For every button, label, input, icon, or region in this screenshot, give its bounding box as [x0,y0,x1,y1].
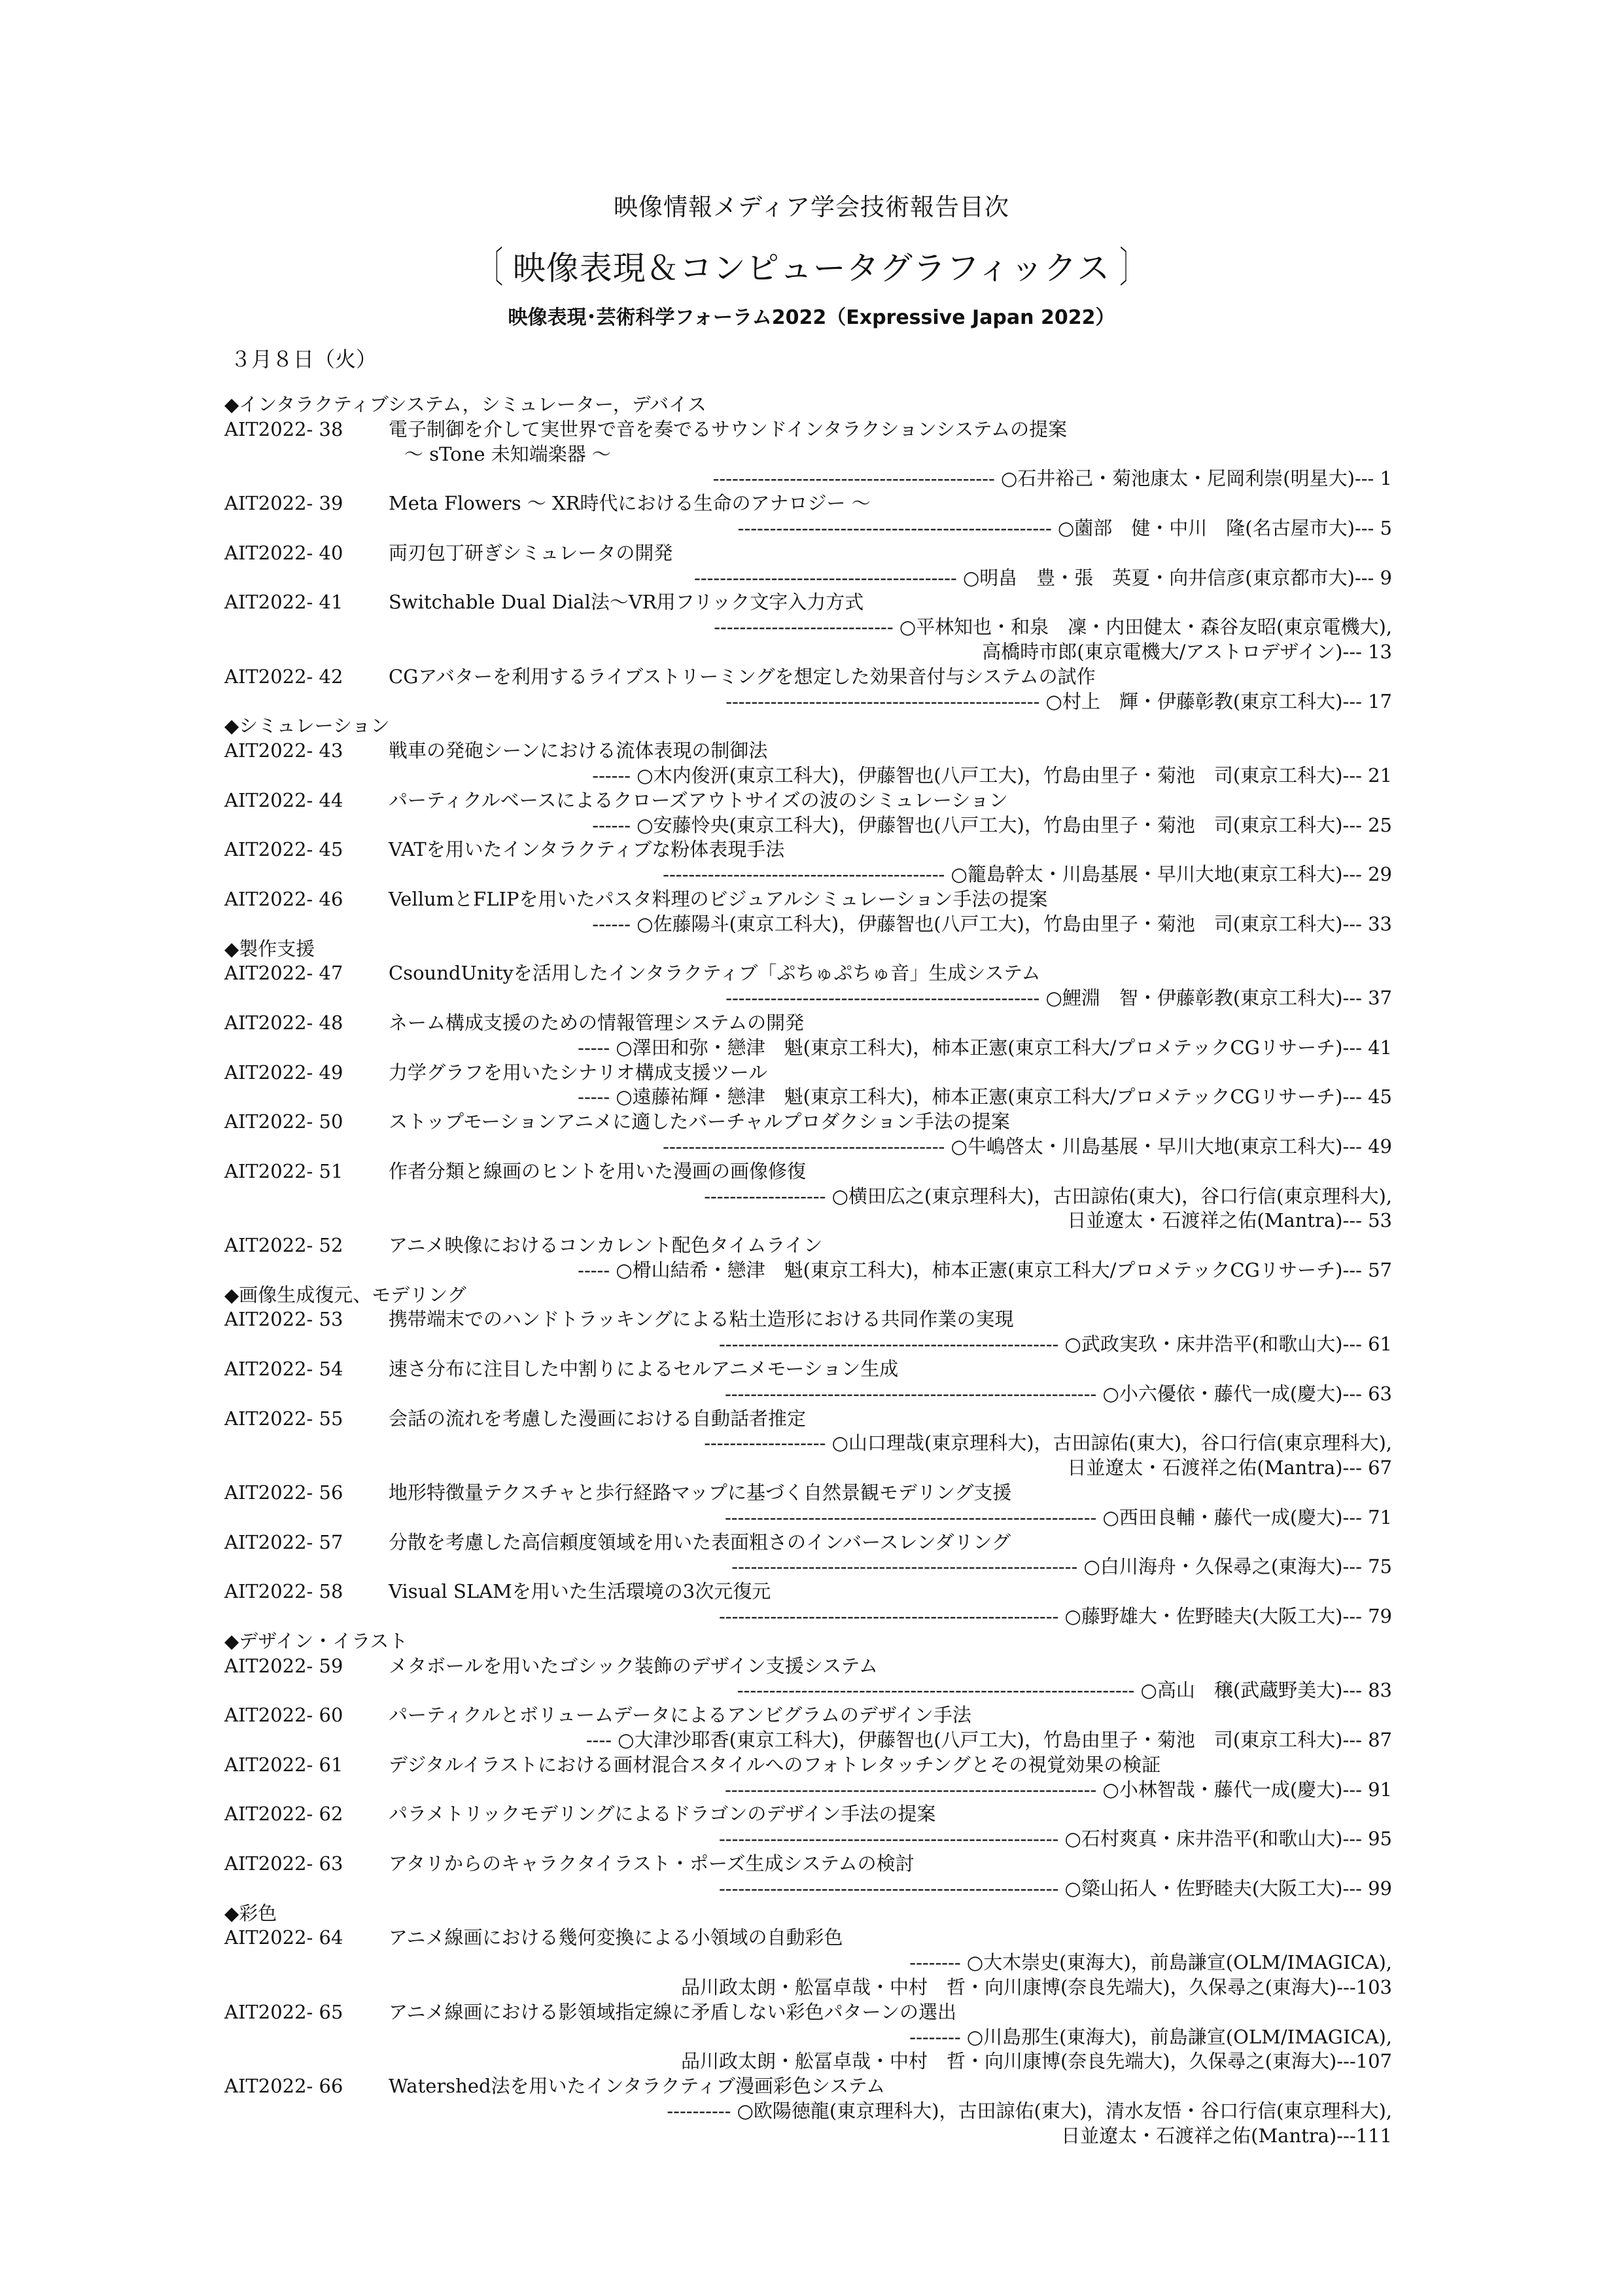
toc-entry [224,590,1392,664]
author-line [224,1184,1392,1209]
entry-title-line [224,491,1392,516]
paper-title: 両刃包丁研ぎシミュレータの開発 [389,541,673,564]
entry-title-line [224,1802,1392,1827]
toc-entry [224,2000,1392,2074]
author-line [224,1951,1392,1975]
section-heading: ◆シミュレーション [224,715,390,737]
toc-entry [224,665,1392,715]
author-line [224,1827,1392,1852]
toc-entry [224,1926,1392,2000]
author-line [224,1209,1392,1233]
authors-and-page: -------- ○川島那生(東海大)，前島謙宣(OLM/IMAGICA), [909,2025,1392,2048]
toc-entry [224,1307,1392,1357]
entry-title-line [224,1852,1392,1877]
entry-title-line [224,1233,1392,1258]
paper-title: 戦車の発砲シーンにおける流体表現の制御法 [389,739,768,762]
author-line [224,1332,1392,1357]
authors-and-page: ---------------------------------------------------------- ○西田良輔・藤代一成(慶大)--- 71 [725,1506,1392,1528]
authors-and-page: ----- ○遠藤祐輝・戀津 魁(東京工科大)，柿本正憲(東京工科大/プロメテックCGリサーチ)--- 45 [578,1086,1392,1108]
author-line [224,813,1392,838]
paper-title: Meta Flowers ～ XR時代における生命のアナロジー ～ [389,492,871,515]
open-bracket: 〔 [480,244,504,292]
entry-title-line [224,1580,1392,1604]
toc-entry [224,1580,1392,1629]
paper-title: 携帯端末でのハンドトラッキングによる粘土造形における共同作業の実現 [389,1308,1014,1331]
toc-entry [224,1110,1392,1159]
entry-title-line [224,1357,1392,1382]
report-code: AIT2022- 55 [224,1407,343,1430]
toc-entry [224,1703,1392,1753]
toc-entry [224,1530,1392,1580]
authors-and-page: 品川政太朗・舩冨卓哉・中村 哲・向川康博(奈良先端大)，久保尋之(東海大)---103 [680,1976,1392,1998]
paper-title: 力学グラフを用いたシナリオ構成支援ツール [389,1061,768,1084]
report-code: AIT2022- 54 [224,1358,343,1381]
entry-title-line [224,541,1392,566]
author-line [224,1506,1392,1530]
paper-title: デジタルイラストにおける画材混合スタイルへのフォトレタッチングとその視覚効果の検証 [389,1753,1161,1776]
entry-title-line [224,1407,1392,1432]
paper-title: Visual SLAMを用いた生活環境の3次元復元 [389,1580,771,1603]
toc-entry [224,1011,1392,1061]
paper-title: パーティクルとボリュームデータによるアンビグラムのデザイン手法 [389,1704,971,1727]
report-code: AIT2022- 38 [224,417,343,440]
paper-title: 地形特徴量テクスチャと歩行経路マップに基づく自然景観モデリング支援 [389,1481,1012,1504]
entry-title-line [224,2074,1392,2099]
report-code: AIT2022- 64 [224,1926,343,1949]
entry-subtitle-line [224,442,1392,467]
author-line [224,1036,1392,1061]
report-code: AIT2022- 59 [224,1654,343,1677]
entry-title-line [224,1753,1392,1778]
paper-title: アニメ線画における影領域指定線に矛盾しない彩色パターンの選出 [389,2000,956,2023]
report-code: AIT2022- 51 [224,1159,343,1182]
entry-title-line [224,1654,1392,1679]
report-code: AIT2022- 48 [224,1011,343,1034]
authors-and-page: ----------------------------------------------------- ○武政実玖・床井浩平(和歌山大)--- 61 [718,1333,1392,1356]
author-line [224,2124,1392,2149]
authors-and-page: -------------------------------------------- ○石井裕己・菊池康太・尼岡利崇(明星大)--- 1 [712,467,1392,490]
report-code: AIT2022- 47 [224,962,343,985]
authors-and-page: ------------------------------------------------- ○村上 輝・伊藤彰教(東京工科大)--- 17 [725,690,1392,713]
author-line [224,467,1392,491]
toc-entry [224,1654,1392,1704]
report-code: AIT2022- 62 [224,1803,343,1826]
author-line [224,912,1392,937]
authors-and-page: ---------------------------------------------------------- ○小林智哉・藤代一成(慶大)--- 91 [725,1778,1392,1801]
authors-and-page: ---------- ○欧陽徳龍(東京理科大)，古田諒佑(東大)，清水友悟・谷口行信(東京理科大), [667,2099,1392,2122]
report-code: AIT2022- 52 [224,1234,343,1257]
author-line [224,1258,1392,1283]
report-code: AIT2022- 41 [224,591,343,614]
entry-title-line [224,590,1392,615]
paper-title: 電子制御を介して実世界で音を奏でるサウンドインタラクションシステムの提案 [389,417,1068,440]
paper-subtitle: ～ sTone 未知端楽器 ～ [404,442,611,465]
report-code: AIT2022- 60 [224,1704,343,1727]
authors-and-page: ----------------------------------------------------- ○藤野雄大・佐野睦夫(大阪工大)--- 79 [718,1605,1392,1628]
paper-title: メタボールを用いたゴシック装飾のデザイン支援システム [389,1654,878,1677]
authors-and-page: ----------------------------------------------------- ○石村爽真・床井浩平(和歌山大)--- 95 [718,1828,1392,1850]
author-line [224,640,1392,665]
author-line [224,1456,1392,1481]
entry-title-line [224,665,1392,690]
report-code: AIT2022- 46 [224,887,343,910]
report-code: AIT2022- 56 [224,1481,343,1504]
entry-title-line [224,1061,1392,1086]
author-line [224,2099,1392,2124]
toc-entry [224,1407,1392,1481]
author-line [224,516,1392,541]
report-code: AIT2022- 50 [224,1110,343,1133]
paper-title: パーティクルベースによるクローズアウトサイズの波のシミュレーション [389,788,1008,811]
authors-and-page: -------------------------------------------- ○籠島幹太・川島基展・早川大地(東京工科大)--- 29 [663,863,1392,886]
author-line [224,615,1392,640]
toc-entry [224,788,1392,838]
toc-entry [224,961,1392,1011]
authors-and-page: ----------------------------------------- ○明畠 豊・張 英夏・向井信彦(東京都市大)--- 9 [694,566,1392,589]
entry-title-line [224,887,1392,912]
entry-title-line [224,739,1392,764]
author-line [224,986,1392,1011]
author-line [224,1555,1392,1580]
report-header: 映像情報メディア学会技術報告目次 [613,193,1010,221]
toc-entry [224,1802,1392,1852]
report-code: AIT2022- 61 [224,1753,343,1776]
authors-and-page: 日並遼太・石渡祥之佑(Mantra)--- 67 [1067,1457,1392,1479]
authors-and-page: 日並遼太・石渡祥之佑(Mantra)---111 [1061,2124,1392,2147]
paper-title: アタリからのキャラクタイラスト・ポーズ生成システムの検討 [389,1852,915,1875]
author-line [224,1678,1392,1703]
author-line [224,1085,1392,1110]
authors-and-page: ----- ○榾山結希・戀津 魁(東京工科大)，柿本正憲(東京工科大/プロメテックCGリサーチ)--- 57 [578,1258,1392,1281]
report-code: AIT2022- 44 [224,788,343,811]
authors-and-page: ---- ○大津沙耶香(東京工科大)，伊藤智也(八戸工大)，竹島由里子・菊池 司(東京工科大)--- 87 [585,1729,1392,1752]
authors-and-page: ----- ○澤田和弥・戀津 魁(東京工科大)，柿本正憲(東京工科大/プロメテックCGリサーチ)--- 41 [578,1036,1392,1059]
entry-title-line [224,1159,1392,1184]
toc-entry [224,838,1392,887]
category-title-text: 映像表現＆コンピュータグラフィックス [512,249,1111,287]
authors-and-page: ---------------------------------------------------------- ○小六優依・藤代一成(慶大)--- 63 [725,1382,1392,1405]
authors-and-page: -------- ○大木崇史(東海大)，前島謙宣(OLM/IMAGICA), [909,1951,1392,1974]
authors-and-page: ------------------------------------------------------ ○白川海舟・久保尋之(東海大)--- 75 [731,1555,1392,1578]
section-heading: ◆画像生成復元、モデリング [224,1283,466,1306]
authors-and-page: ------ ○安藤怜央(東京工科大)，伊藤智也(八戸工大)，竹島由里子・菊池 司(東京工科大)--- 25 [592,813,1392,836]
author-line [224,1604,1392,1629]
toc-entry [224,417,1392,491]
entry-title-line [224,2000,1392,2025]
author-line [224,1975,1392,2000]
paper-title: VATを用いたインタラクティブな粉体表現手法 [389,838,785,861]
author-line [224,1728,1392,1753]
author-line [224,1778,1392,1803]
section-heading: ◆デザイン・イラスト [224,1629,408,1652]
authors-and-page: ------------------------------------------------- ○鯉淵 智・伊藤彰教(東京工科大)--- 37 [725,987,1392,1010]
entry-title-line [224,1530,1392,1555]
authors-and-page: ------------------- ○横田広之(東京理科大)，古田諒佑(東大)，谷口行信(東京理科大), [704,1184,1392,1207]
paper-title: 会話の流れを考慮した漫画における自動話者推定 [389,1407,807,1430]
toc-entry [224,2074,1392,2148]
paper-title: パラメトリックモデリングによるドラゴンのデザイン手法の提案 [389,1803,936,1826]
entry-title-line [224,961,1392,986]
table-of-contents [224,393,1392,2149]
author-line [224,2049,1392,2074]
author-line [224,1877,1392,1901]
paper-title: Watershed法を用いたインタラクティブ漫画彩色システム [389,2075,886,2098]
paper-title: 作者分類と線画のヒントを用いた漫画の画像修復 [389,1159,807,1182]
authors-and-page: ------------------- ○山口理哉(東京理科大)，古田諒佑(東大)，谷口行信(東京理科大), [704,1432,1392,1455]
toc-entry [224,739,1392,788]
authors-and-page: 日並遼太・石渡祥之佑(Mantra)--- 53 [1067,1209,1392,1232]
toc-entry [224,1061,1392,1110]
report-code: AIT2022- 57 [224,1530,343,1553]
report-code: AIT2022- 49 [224,1061,343,1084]
entry-title-line [224,788,1392,813]
paper-title: CsoundUnityを活用したインタラクティブ「ぷちゅぷちゅ音」生成システム [389,962,1041,985]
authors-and-page: ----------------------------------------------------- ○簗山拓人・佐野睦夫(大阪工大)--- 99 [718,1877,1392,1899]
report-code: AIT2022- 53 [224,1308,343,1331]
authors-and-page: 品川政太朗・舩冨卓哉・中村 哲・向川康博(奈良先端大)，久保尋之(東海大)---107 [680,2050,1392,2073]
paper-title: ネーム構成支援のための情報管理システムの開発 [389,1011,805,1034]
report-code: AIT2022- 43 [224,739,343,762]
toc-entry [224,491,1392,541]
author-line [224,1382,1392,1407]
report-code: AIT2022- 39 [224,492,343,515]
authors-and-page: -------------------------------------------- ○牛嶋啓太・川島基展・早川大地(東京工科大)--- 49 [663,1135,1392,1157]
section-heading: ◆インタラクティブシステム，シミュレーター，デバイス [224,393,707,415]
entry-title-line [224,838,1392,862]
report-code: AIT2022- 42 [224,665,343,688]
author-line [224,862,1392,887]
entry-title-line [224,417,1392,442]
entry-title-line [224,1481,1392,1506]
report-code: AIT2022- 45 [224,838,343,861]
session-date: ３月８日（火） [230,347,377,372]
paper-title: ストップモーションアニメに適したバーチャルプロダクション手法の提案 [389,1110,1010,1133]
author-line [224,566,1392,591]
close-bracket: 〕 [1119,244,1143,292]
toc-entry [224,1159,1392,1233]
entry-title-line [224,1703,1392,1728]
author-line [224,1135,1392,1159]
paper-title: アニメ線画における幾何変換による小領域の自動彩色 [389,1926,843,1949]
authors-and-page: -------------------------------------------------------------- ○高山 穣(武蔵野美大)--- 83 [737,1679,1392,1702]
toc-entry [224,887,1392,937]
paper-title: アニメ映像におけるコンカレント配色タイムライン [389,1234,823,1257]
paper-title: 速さ分布に注目した中割りによるセルアニメモーション生成 [389,1358,899,1381]
author-line [224,690,1392,715]
entry-title-line [224,1307,1392,1332]
report-code: AIT2022- 66 [224,2075,343,2098]
toc-entry [224,1233,1392,1283]
entry-title-line [224,1011,1392,1036]
section-heading: ◆彩色 [224,1901,277,1924]
author-line [224,1431,1392,1456]
toc-entry [224,1481,1392,1530]
authors-and-page: ------ ○木内俊汧(東京工科大)，伊藤智也(八戸工大)，竹島由里子・菊池 司(東京工科大)--- 21 [592,764,1392,786]
toc-entry [224,1357,1392,1407]
report-code: AIT2022- 40 [224,541,343,564]
paper-title: 分散を考慮した高信頼度領域を用いた表面粗さのインバースレンダリング [389,1530,1011,1553]
forum-title: 映像表現･芸術科学フォーラム2022（Expressive Japan 2022） [508,306,1115,329]
report-code: AIT2022- 58 [224,1580,343,1603]
report-code: AIT2022- 63 [224,1852,343,1875]
paper-title: CGアバターを利用するライブストリーミングを想定した効果音付与システムの試作 [389,665,1096,688]
report-code: AIT2022- 65 [224,2000,343,2023]
report-category-title [0,234,1623,294]
paper-title: Switchable Dual Dial法～VR用フリック文字入力方式 [389,591,864,614]
authors-and-page: ---------------------------- ○平林知也・和泉 凜・内田健太・森谷友昭(東京電機大), [714,616,1392,639]
section-heading: ◆製作支援 [224,937,315,960]
entry-title-line [224,1926,1392,1951]
author-line [224,2025,1392,2050]
paper-title: VellumとFLIPを用いたパスタ料理のビジュアルシミュレーション手法の提案 [389,887,1048,910]
authors-and-page: ------ ○佐藤陽斗(東京工科大)，伊藤智也(八戸工大)，竹島由里子・菊池 司(東京工科大)--- 33 [592,912,1392,935]
toc-entry [224,1753,1392,1803]
toc-entry [224,1852,1392,1901]
toc-entry [224,541,1392,591]
authors-and-page: 高橋時市郎(東京電機大/アストロデザイン)--- 13 [982,640,1392,663]
authors-and-page: ------------------------------------------------- ○薗部 健・中川 隆(名古屋市大)--- 5 [737,516,1392,539]
author-line [224,764,1392,788]
entry-title-line [224,1110,1392,1135]
